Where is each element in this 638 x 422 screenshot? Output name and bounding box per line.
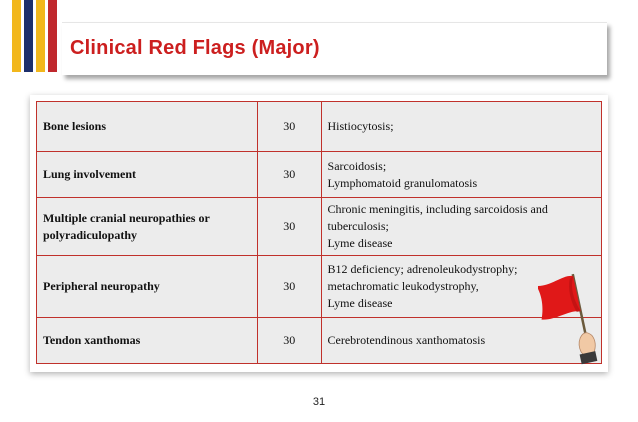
feature-cell: Peripheral neuropathy [37,256,258,318]
diagnosis-line: Sarcoidosis; [327,158,387,173]
feature-cell: Multiple cranial neuropathies or polyradiculopathy [37,198,258,256]
diagnosis-line: Lyme disease [327,296,393,310]
diagnosis-line: Cerebrotendinous xanthomatosis [327,333,486,347]
diagnosis-cell [321,152,601,198]
red-flags-table-container [30,95,608,372]
title-box [62,22,607,75]
diagnosis-line: Lyme disease [327,236,393,250]
diagnosis-line: tuberculosis; [327,219,389,233]
score-cell: 30 [257,152,321,198]
feature-cell: Tendon xanthomas [37,318,258,364]
feature-cell: Bone lesions [37,102,258,152]
diagnosis-line: B12 deficiency; adrenoleukodystrophy; [327,262,518,276]
table-row [37,198,602,256]
feature-cell: Lung involvement [37,152,258,198]
score-cell: 30 [257,318,321,364]
score-cell: 30 [257,198,321,256]
page-number: 31 [312,396,326,408]
score-cell: 30 [257,102,321,152]
diagnosis-line: metachromatic leukodystrophy, [327,279,479,293]
score-cell: 30 [257,256,321,318]
table-row [37,318,602,364]
red-flag-icon [538,268,608,368]
diagnosis-cell [321,102,601,152]
table-row [37,256,602,318]
diagnosis-line: Lymphomatoid granulomatosis [327,175,478,190]
table-row [37,102,602,152]
diagnosis-cell [321,198,601,256]
table-row [37,152,602,198]
diagnosis-line: Chronic meningitis, including sarcoidosis and [327,202,548,216]
red-flags-table [36,101,602,364]
slide-title: Clinical Red Flags (Major) [70,37,320,59]
diagnosis-line: Histiocytosis; [327,119,394,133]
